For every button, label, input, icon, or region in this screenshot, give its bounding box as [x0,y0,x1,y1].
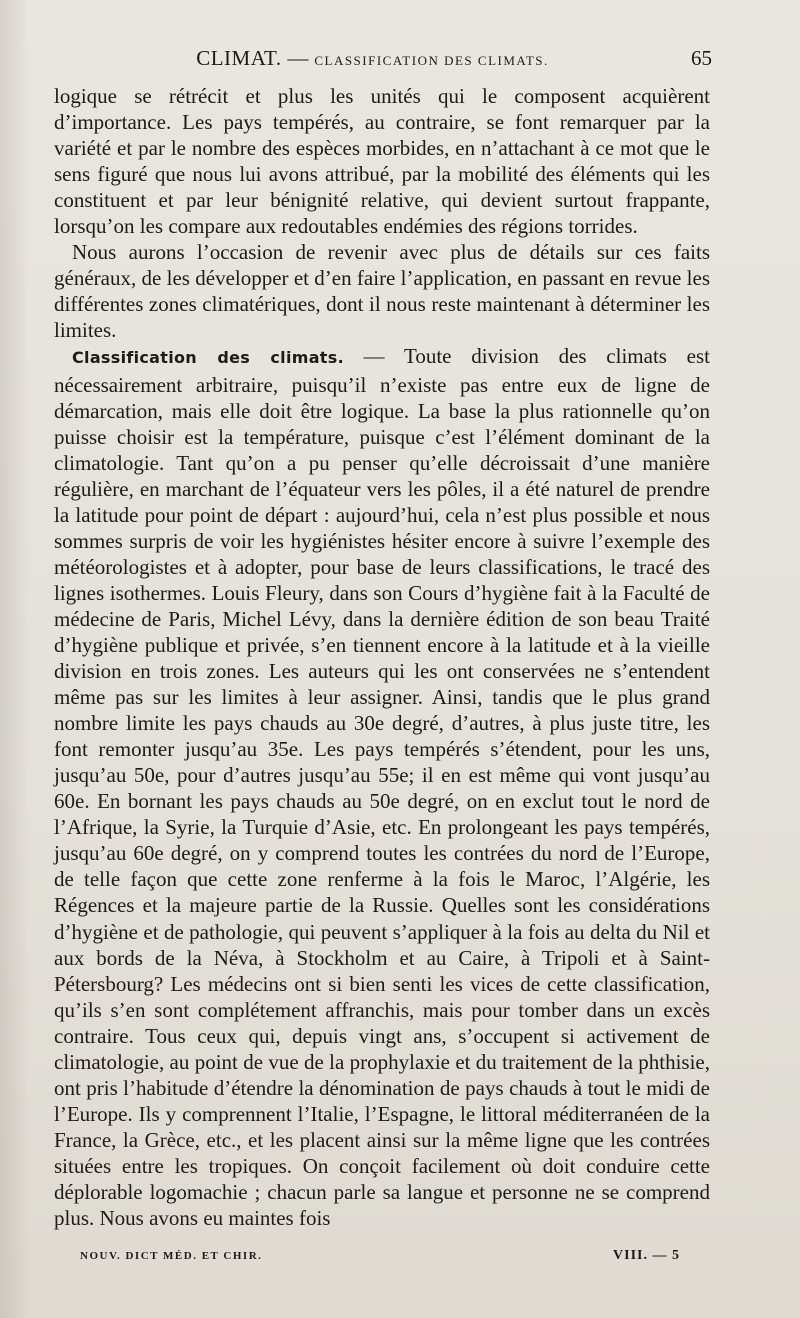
paragraph [54,343,710,1231]
page-number: 65 [691,46,712,70]
paragraph-text: logique se rétrécit et plus les unités qui le composent acquièrent d’importance. Les pays tempérés, au contraire, se font remarquer par la variété et par le nombre des espèces morbides, en n’attachant à ce mot que le sens figuré que nous lui avons attribué, par la mobilité des éléments qui les constituent et par leur bénignité relative, qui devient surtout frappante, lorsqu’on les compare aux redoutables endémies des régions torrides. [54,84,710,239]
page-footer [80,1248,680,1264]
section-heading: Classification des climats. [72,348,344,368]
running-title-sub: CLASSIFICATION DES CLIMATS. [314,53,549,68]
running-header [54,46,712,76]
printer-signature: NOUV. DICT MÉD. ET CHIR. [80,1250,263,1262]
body-text [54,83,710,1231]
paragraph-text: Nous aurons l’occasion de revenir avec plus de détails sur ces faits généraux, de les développer et d’en faire l’application, en passant en revue les différentes zones climatériques, dont il nous reste maintenant à déterminer les limites. [54,240,710,343]
paragraph [54,83,710,239]
paragraph [54,239,710,343]
running-title [54,46,691,71]
volume-signature: VIII. — 5 [613,1248,680,1263]
paragraph-text: — Toute division des climats est nécessairement arbitraire, puisqu’il n’existe pas entre eux de ligne de démarcation, mais elle doit être logique. La base la plus rationnelle qu’on puisse choisir est la température, puisque c’est l’élément dominant de la climatologie. Tant qu’on a pu penser qu’elle décroissait d’une manière régulière, en marchant de l’équateur vers les pôles, il a été naturel de prendre la latitude pour point de départ : aujourd’hui, cela n’est plus possible et nous sommes surpris de voir les hygiénistes hésiter encore à suivre l’exemple des météorologistes et à adopter, pour base de leurs classifications, le tracé des lignes isothermes. Louis Fleury, dans son Cours d’hygiène fait à la Faculté de médecine de Paris, Michel Lévy, dans la dernière édition de son beau Traité d’hygiène publique et privée, s’en tiennent encore à la latitude et à la vieille division en trois zones. Les auteurs qui les ont conservées ne s’entendent même pas sur les limites à leur assigner. Ainsi, tandis que le plus grand nombre limite les pays chauds au 30e degré, d’autres, à plus juste titre, les font remonter jusqu’au 35e. Les pays tempérés s’étendent, pour les uns, jusqu’au 50e, pour d’autres jusqu’au 55e; il en est même qui vont jusqu’au 60e. En bornant les pays chauds au 50e degré, on en exclut tout le nord de l’Afrique, la Syrie, la Turquie d’Asie, etc. En prolongeant les pays tempérés, jusqu’au 60e degré, on y comprend toutes les contrées du nord de l’Europe, de telle façon que cette zone renferme à la fois le Maroc, l’Algérie, les Régences et la majeure partie de la Russie. Quelles sont les considérations d’hygiène et de pathologie, qui peuvent s’appliquer à la fois au delta du Nil et aux bords de la Néva, à Stockholm et au Caire, à Tripoli et à Saint-Pétersbourg? Les médecins ont si bien senti les vices de cette classification, qu’ils s’en sont complétement affranchis, mais pour tomber dans un excès contraire. Tous ceux qui, depuis vingt ans, s’occupent si activement de climatologie, au point de vue de la prophylaxie et du traitement de la phthisie, ont pris l’habitude d’étendre la dénomination de pays chauds à tout le midi de l’Europe. Ils y comprennent l’Italie, l’Espagne, le littoral méditerranéen de la France, la Grèce, etc., et les placent ainsi sur la même ligne que les contrées situées entre les tropiques. On conçoit facilement où doit conduire cette déplorable logomachie ; chacun parle sa langue et personne ne se comprend plus. Nous avons eu maintes fois [54,344,710,1231]
running-title-main: CLIMAT. — [196,46,309,70]
